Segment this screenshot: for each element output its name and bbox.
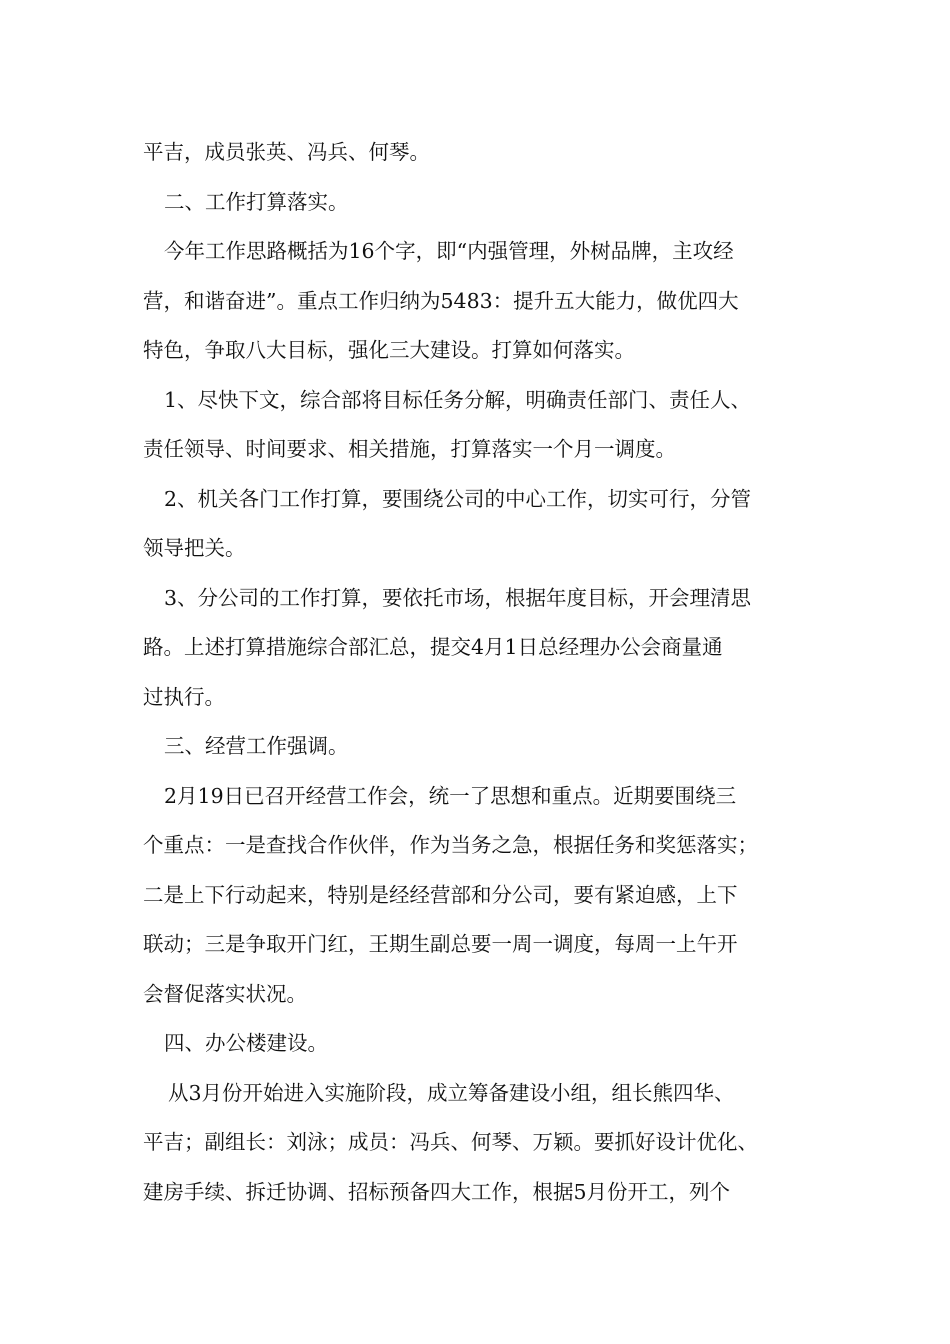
list-item-line: 责任领导、时间要求、相关措施，打算落实一个月一调度。 <box>143 437 676 461</box>
section-heading: 二、工作打算落实。 <box>164 189 349 214</box>
paragraph-line: 个重点：一是查找合作伙伴，作为当务之急，根据任务和奖惩落实； <box>143 833 758 857</box>
paragraph-line: 平吉；副组长：刘泳；成员：冯兵、何琴、万颖。要抓好设计优化、 <box>143 1130 758 1154</box>
list-item-line: 过执行。 <box>143 684 225 709</box>
paragraph-line: 今年工作思路概括为16个字，即“内强管理，外树品牌，主攻经 <box>164 239 734 263</box>
paragraph-line: 特色，争取八大目标，强化三大建设。打算如何落实。 <box>143 338 635 362</box>
paragraph-line: 会督促落实状况。 <box>143 981 307 1006</box>
section-heading: 三、经营工作强调。 <box>164 734 349 758</box>
list-item-line: 3、分公司的工作打算，要依托市场，根据年度目标，开会理清思 <box>164 585 752 610</box>
paragraph-line: 营，和谐奋进”。重点工作归纳为5483：提升五大能力，做优四大 <box>143 288 739 313</box>
paragraph-line: 2月19日已召开经营工作会，统一了思想和重点。近期要围绕三 <box>164 783 737 808</box>
paragraph-line: 从3月份开始进入实施阶段，成立筹备建设小组，组长熊四华、 <box>168 1080 735 1105</box>
paragraph-line: 二是上下行动起来，特别是经经营部和分公司，要有紧迫感，上下 <box>143 882 738 907</box>
list-item-line: 路。上述打算措施综合部汇总，提交4月1日总经理办公会商量通 <box>143 635 723 659</box>
list-item-line: 2、机关各门工作打算，要围绕公司的中心工作，切实可行，分管 <box>164 486 752 511</box>
paragraph-line: 建房手续、拆迁协调、招标预备四大工作，根据5月份开工，列个 <box>143 1179 731 1204</box>
list-item-line: 1、尽快下文，综合部将目标任务分解，明确责任部门、责任人、 <box>164 387 752 412</box>
list-item-line: 领导把关。 <box>143 536 246 560</box>
text-line: 平吉，成员张英、冯兵、何琴。 <box>143 140 430 164</box>
section-heading: 四、办公楼建设。 <box>164 1031 328 1055</box>
paragraph-line: 联动；三是争取开门红，王期生副总要一周一调度，每周一上午开 <box>143 932 738 956</box>
document-body <box>143 128 823 1217</box>
